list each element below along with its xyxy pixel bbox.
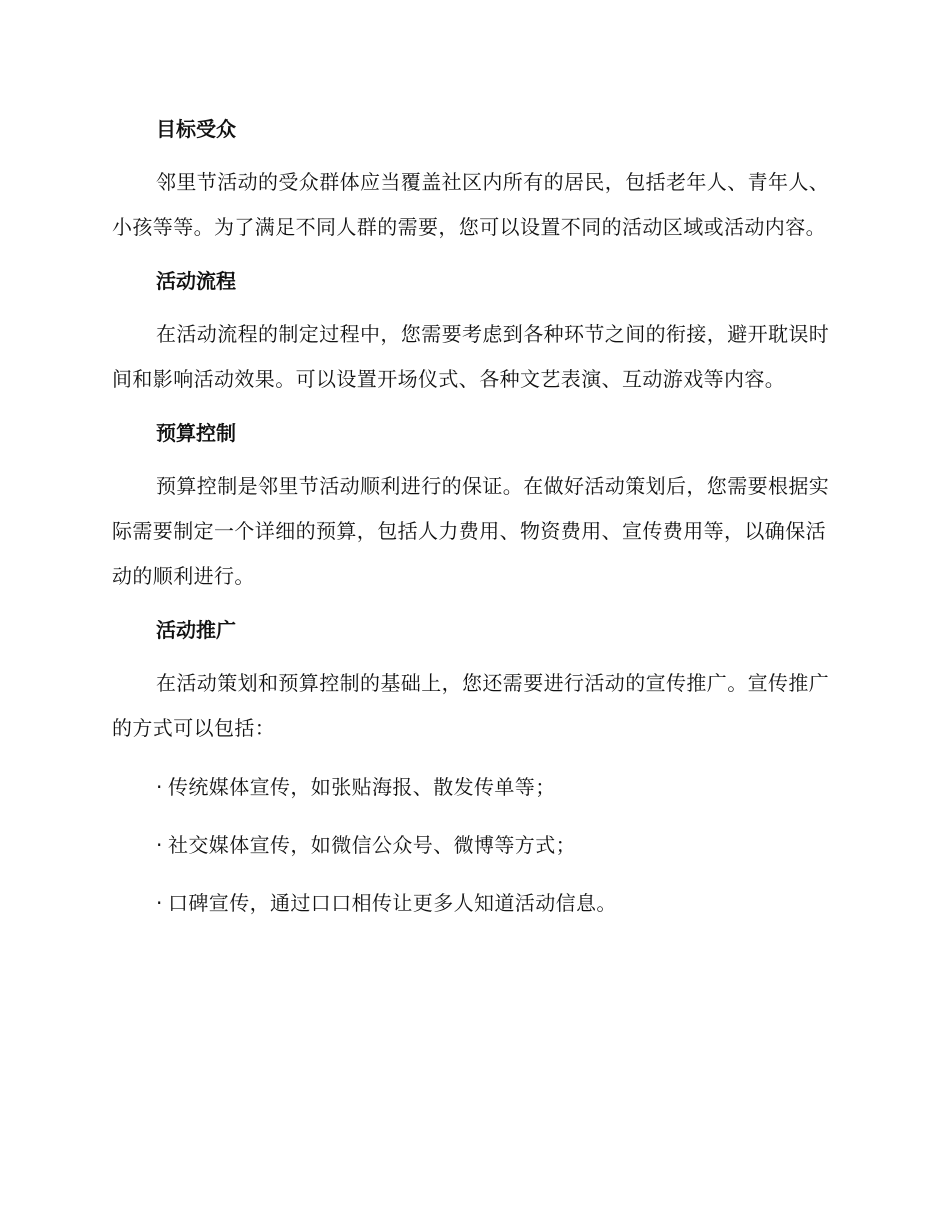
section-heading: 目标受众 <box>156 117 236 141</box>
section-heading: 活动流程 <box>156 269 236 293</box>
promotion-bullet-list <box>112 765 830 926</box>
section-promotion <box>112 613 830 751</box>
list-item <box>112 765 830 810</box>
document-page <box>112 112 830 939</box>
bullet-icon: · <box>156 891 163 915</box>
bullet-icon: · <box>156 775 163 799</box>
section-target-audience <box>112 112 830 250</box>
section-paragraph: 预算控制是邻里节活动顺利进行的保证。在做好活动策划后，您需要根据实际需要制定一个详细的预算，包括人力费用、物资费用、宣传费用等，以确保活动的顺利进行。 <box>112 474 830 588</box>
section-activity-process <box>112 264 830 402</box>
list-item-text: 口碑宣传，通过口口相传让更多人知道活动信息。 <box>168 891 617 915</box>
list-item-text: 社交媒体宣传，如微信公众号、微博等方式； <box>168 833 576 857</box>
section-paragraph: 在活动策划和预算控制的基础上，您还需要进行活动的宣传推广。宣传推广的方式可以包括： <box>112 671 830 740</box>
section-paragraph: 邻里节活动的受众群体应当覆盖社区内所有的居民，包括老年人、青年人、小孩等等。为了满足不同人群的需要，您可以设置不同的活动区域或活动内容。 <box>112 170 830 239</box>
list-item <box>112 881 830 926</box>
list-item <box>112 823 830 868</box>
section-paragraph: 在活动流程的制定过程中，您需要考虑到各种环节之间的衔接，避开耽误时间和影响活动效果。可以设置开场仪式、各种文艺表演、互动游戏等内容。 <box>112 322 830 391</box>
list-item-text: 传统媒体宣传，如张贴海报、散发传单等； <box>168 775 556 799</box>
section-budget-control <box>112 416 830 599</box>
section-heading: 预算控制 <box>156 421 236 445</box>
bullet-icon: · <box>156 833 163 857</box>
section-heading: 活动推广 <box>156 618 236 642</box>
